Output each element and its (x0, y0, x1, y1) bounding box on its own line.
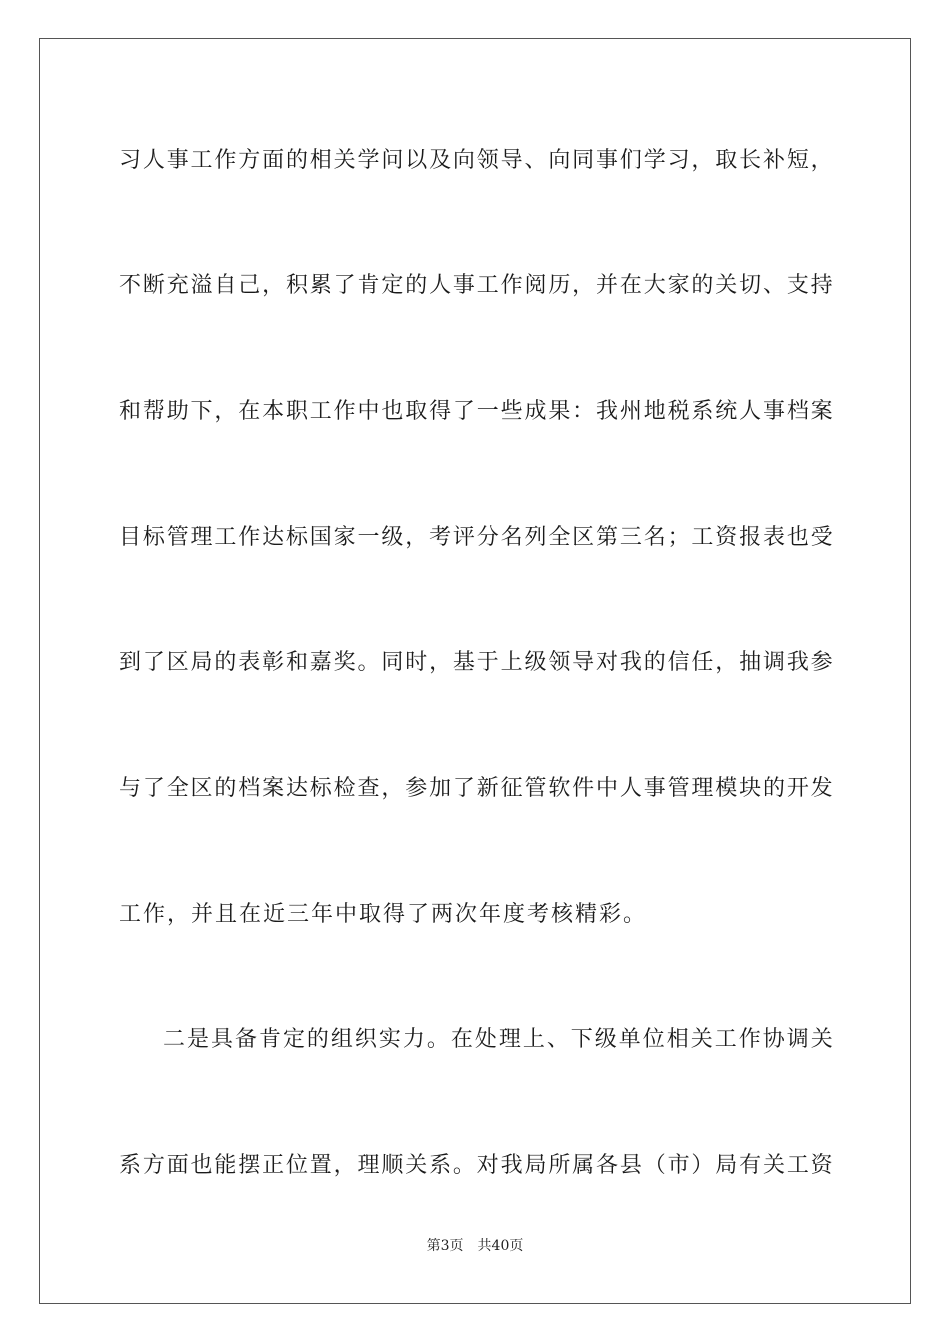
text-line: 与了全区的档案达标检查，参加了新征管软件中人事管理模块的开发 (119, 776, 833, 801)
page-number: 第3页 (426, 1238, 464, 1254)
text-line: 系方面也能摆正位置，理顺关系。对我局所属各县（市）局有关工资 (119, 1153, 833, 1178)
text-line: 目标管理工作达标国家一级，考评分名列全区第三名；工资报表也受 (119, 525, 833, 550)
text-line: 习人事工作方面的相关学问以及向领导、向同事们学习，取长补短， (119, 148, 833, 173)
text-line: 到了区局的表彰和嘉奖。同时，基于上级领导对我的信任，抽调我参 (119, 650, 833, 675)
text-line: 不断充溢自己，积累了肯定的人事工作阅历，并在大家的关切、支持 (119, 273, 833, 298)
document-page (39, 38, 911, 1304)
paragraph-start-line: 二是具备肯定的组织实力。在处理上、下级单位相关工作协调关 (163, 1027, 833, 1052)
page-footer (40, 1235, 910, 1255)
text-line: 工作，并且在近三年中取得了两次年度考核精彩。 (119, 902, 648, 927)
text-line: 和帮助下，在本职工作中也取得了一些成果：我州地税系统人事档案 (119, 399, 833, 424)
page-total: 共40页 (477, 1238, 524, 1254)
